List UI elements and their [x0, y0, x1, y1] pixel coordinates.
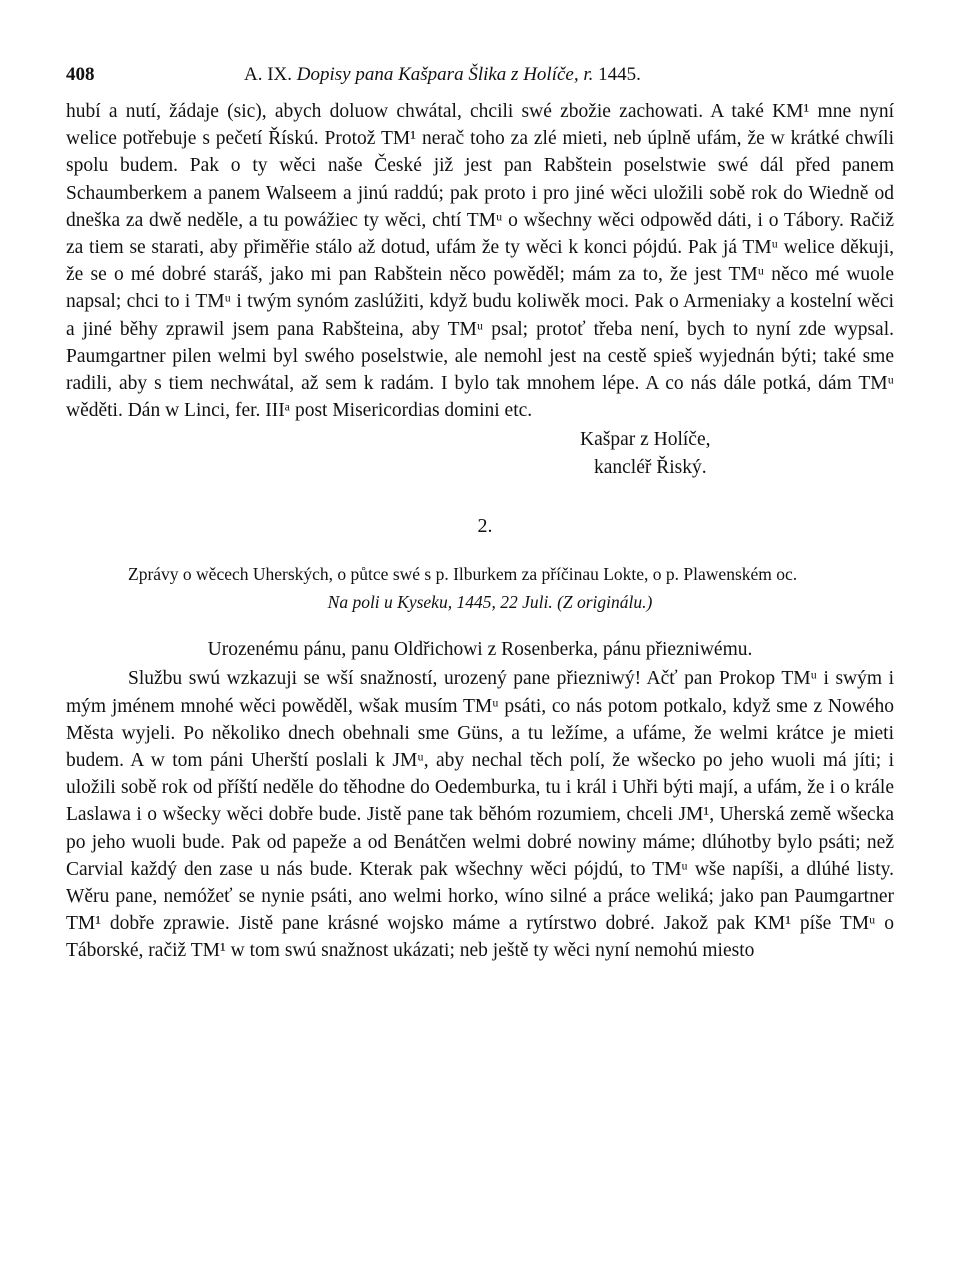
letter-2-summary: Zprávy o wěcech Uherských, o půtce swé s p. Ilburkem za příčinau Lokte, o p. Plawenském oc.	[128, 564, 798, 585]
running-title-italic: Dopisy pana Kašpara Šlika z Holíče, r.	[296, 64, 594, 85]
letter-1-signature	[580, 426, 894, 482]
letter-1-body: hubí a nutí, žádaje (sic), abych doluow chwátal, chcili swé zbožie zachowati. A také KM¹ mne nyní welice potřebuje s pečetí Řískú. Protož TM¹ nerač toho za zlé mieti, neb úplně ufám, že w krátké chwíli spolu budem. Pak o ty wěci naše České již jest pan Rabštein poselstwie swé dál před panem Schaumberkem a panem Walseem a jinú raddú; pak proto i pro jiné wěci uložili sobě rok do Wiedně od dneška za dwě neděle, a tu powážiec ty wěci, chtí TMᵘ o wšechny wěci odpowěd dáti, i o Tábory. Račiž za tiem se starati, aby přiměřie stálo až dotud, ufám že ty wěci k konci pójdú. Pak já TMᵘ welice děkuji, že se o mé dobré staráš, jako mi pan Rabštein něco powěděl; mám za to, že jest TMᵘ něco mé wuole napsal; chci to i TMᵘ i twým synóm zaslúžiti, když budu koliwěk moci. Pak o Armeniaky a kostelní wěci a jiné běhy zprawil jsem pana Rabšteina, aby TMᵘ psal; protoť třeba není, bych to nyní zde wypsal. Paumgartner pilen welmi byl swého poselstwie, ale nemohl jest na cestě spieš wyjednán býti; také sme radili, aby s tiem nechwátal, až sem k radám. I bylo tak mnohem lépe. A co nás dále potká, dám TMᵘ wěděti. Dán w Linci, fer. IIIᵃ post Misericordias domini etc.	[66, 101, 894, 422]
letter-2-number: 2.	[477, 515, 493, 538]
letter-2-body: Službu swú wzkazuji se wší snažností, urozený pane přiezniwý! Ačť pan Prokop TMᵘ i swým i mým jménem mnohé wěci powěděl, wšak musím TMᵘ psáti, co nás potom potkalo, když sme z Nowého Města wyjeli. Po několiko dnech obehnali sme Güns, a tu ležíme, a ufáme, že welmi krátce je mieti budem. A w tom páni Uherští poslali k JMᵘ, aby nechal těch polí, že wšecko po jeho wuoli má jíti; i uložili sobě rok od příští neděle do těhodne do Oedemburka, tu i král i Uhři býti mají, a ufám, že i o krále Laslawa i o wšecky wěci dobře bude. Jistě pane tak běhóm rozumiem, chceli JM¹, Uherská země wšecka po jeho wuoli bude. Pak od papeže a od Benátčen welmi dobré nowiny máme; dlúhotby bylo psáti; než Carvial každý den zase u nás bude. Kterak pak wšechny wěci pójdú, to TMᵘ wše napíši, a dlúhé listy. Wěru pane, nemóžeť se nynie psáti, ano welmi horko, wíno silné a práce weliká; jako pan Paumgartner TM¹ dobře zprawie. Jistě pane krásné wojsko máme a rytírstwo dobré. Jakož pak KM¹ píše TMᵘ o Táborské, račiž TM¹ w tom swú snažnost ukázati; neb ještě ty wěci nyní nemohú miesto	[66, 668, 894, 962]
book-page	[66, 62, 894, 965]
running-title	[244, 62, 641, 88]
signature-title: kancléř Řiský.	[594, 457, 707, 479]
page-number: 408	[66, 64, 95, 85]
letter-2-address: Urozenému pánu, panu Oldřichowi z Rosenberka, pánu přiezniwému.	[207, 639, 753, 661]
running-title-year: 1445.	[598, 64, 641, 85]
signature-name: Kašpar z Holíče,	[580, 429, 711, 451]
running-header	[66, 62, 894, 88]
letter-2-dateline: Na poli u Kyseku, 1445, 22 Juli. (Z originálu.)	[327, 592, 653, 613]
running-title-prefix: A. IX.	[244, 64, 293, 85]
